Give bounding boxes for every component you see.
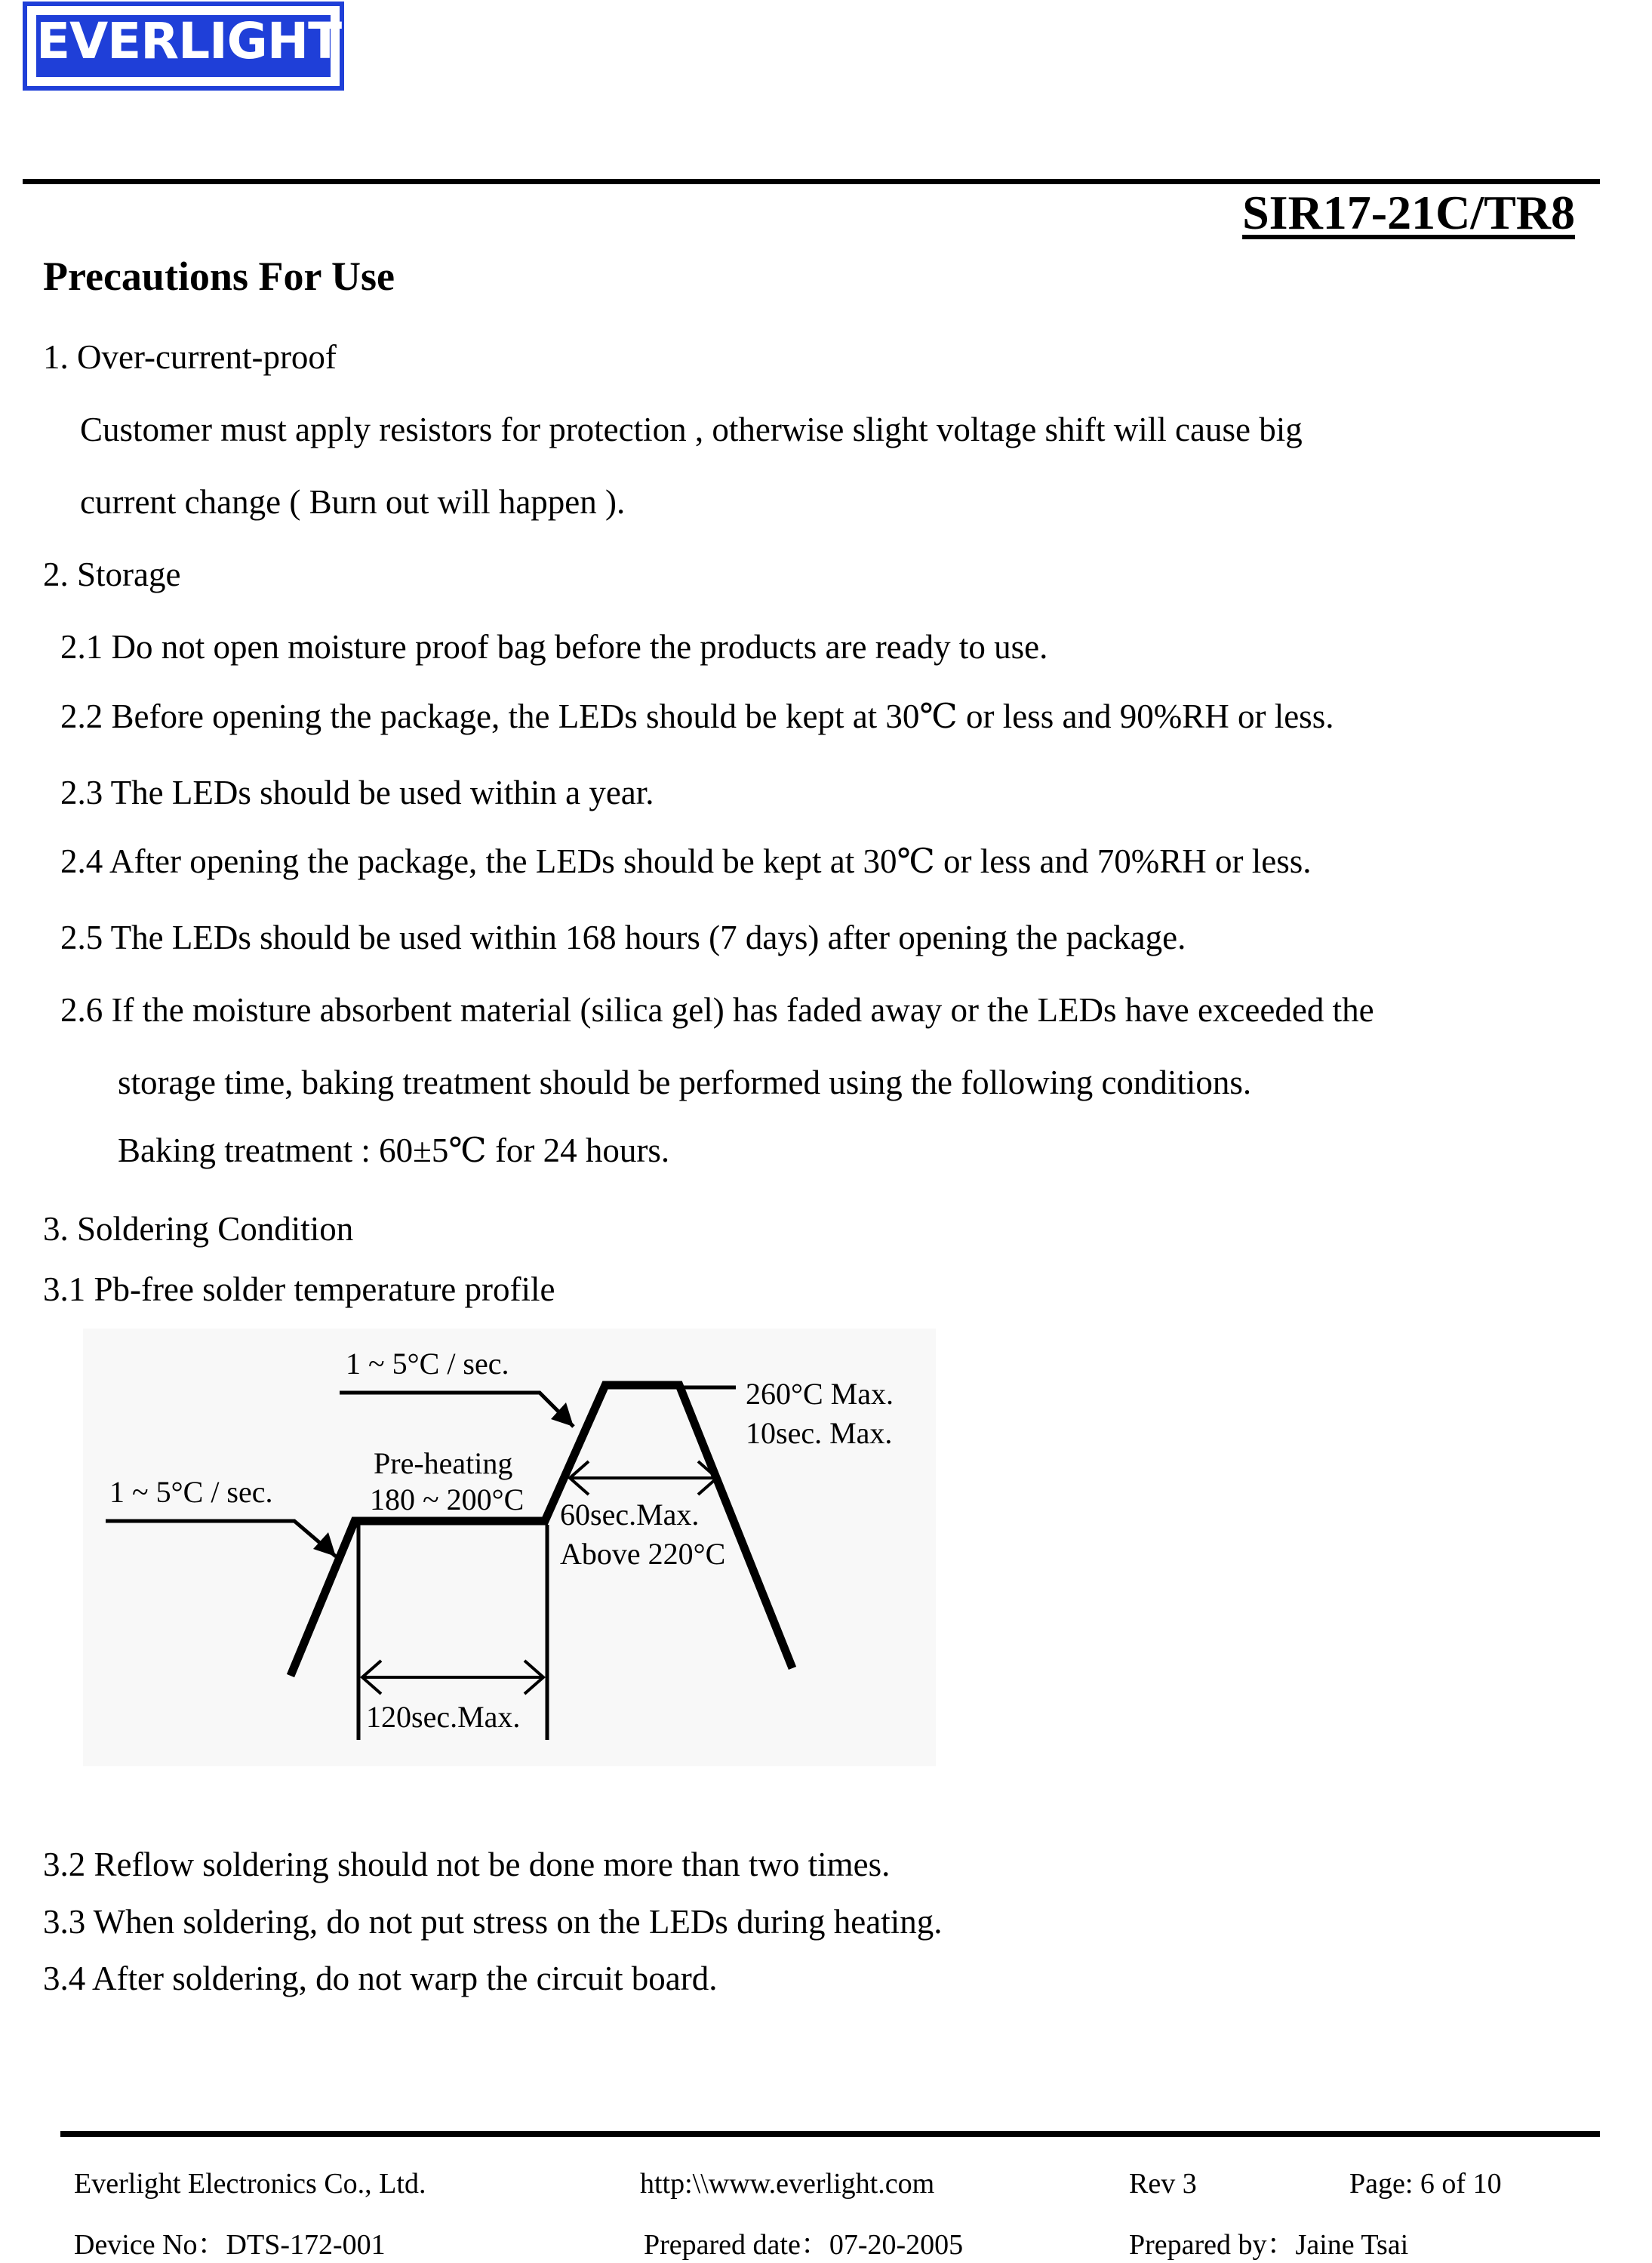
section-2-heading: 2. Storage	[43, 556, 181, 593]
storage-item-2-5: 2.5 The LEDs should be used within 168 hours (7 days) after opening the package.	[60, 919, 1186, 956]
footer-prepared-date: Prepared date：07-20-2005	[644, 2229, 964, 2261]
baking-treatment: Baking treatment : 60±5℃ for 24 hours.	[118, 1132, 670, 1169]
footer-device-no: Device No：DTS-172-001	[74, 2229, 386, 2261]
storage-item-2-1: 2.1 Do not open moisture proof bag before the products are ready to use.	[60, 628, 1048, 666]
page-title: Precautions For Use	[43, 254, 395, 299]
section-1-heading: 1. Over-current-proof	[43, 338, 337, 376]
ramp1-label: 1 ~ 5°C / sec.	[109, 1475, 273, 1509]
storage-item-2-3: 2.3 The LEDs should be used within a year.	[60, 774, 654, 811]
soldering-item-3-4: 3.4 After soldering, do not warp the circuit board.	[43, 1960, 718, 1997]
peak-time-label: 10sec. Max.	[746, 1416, 893, 1450]
footer-company: Everlight Electronics Co., Ltd.	[74, 2168, 426, 2200]
preheat-time-label: 120sec.Max.	[366, 1700, 521, 1734]
part-number: SIR17-21C/TR8	[1242, 186, 1575, 239]
everlight-logo	[23, 2, 344, 91]
soldering-item-3-3: 3.3 When soldering, do not put stress on the LEDs during heating.	[43, 1903, 943, 1941]
section-1-text-line-2: current change ( Burn out will happen ).	[80, 483, 626, 521]
section-3-heading: 3. Soldering Condition	[43, 1210, 354, 1248]
peak-temp-label: 260°C Max.	[746, 1377, 894, 1411]
solder-temperature-profile-diagram	[83, 1329, 936, 1766]
ramp2-label: 1 ~ 5°C / sec.	[346, 1347, 509, 1381]
logo-text: EVERLIGHT	[36, 15, 331, 77]
preheat-range-label: 180 ~ 200°C	[370, 1482, 525, 1516]
above-time-label: 60sec.Max.	[560, 1498, 700, 1532]
storage-item-2-4: 2.4 After opening the package, the LEDs should be kept at 30℃ or less and 70%RH or less.	[60, 842, 1312, 880]
storage-item-2-6-line-1: 2.6 If the moisture absorbent material (silica gel) has faded away or the LEDs have exceeded the	[60, 991, 1374, 1029]
section-1-text-line-1: Customer must apply resistors for protection , otherwise slight voltage shift will cause big	[80, 411, 1303, 448]
footer-page: Page: 6 of 10	[1349, 2168, 1502, 2200]
footer-rule	[60, 2131, 1600, 2137]
preheat-label: Pre-heating	[374, 1446, 513, 1480]
storage-item-2-6-line-2: storage time, baking treatment should be performed using the following conditions.	[118, 1064, 1252, 1101]
solder-profile-heading: 3.1 Pb-free solder temperature profile	[43, 1270, 555, 1308]
footer-prepared-by: Prepared by：Jaine Tsai	[1129, 2229, 1409, 2261]
footer-rev: Rev 3	[1129, 2168, 1197, 2200]
storage-item-2-2: 2.2 Before opening the package, the LEDs should be kept at 30℃ or less and 90%RH or less.	[60, 697, 1334, 735]
above-temp-label: Above 220°C	[560, 1537, 726, 1571]
soldering-item-3-2: 3.2 Reflow soldering should not be done more than two times.	[43, 1846, 891, 1883]
footer-url[interactable]: http:\\www.everlight.com	[640, 2168, 935, 2200]
header-rule	[23, 179, 1600, 184]
